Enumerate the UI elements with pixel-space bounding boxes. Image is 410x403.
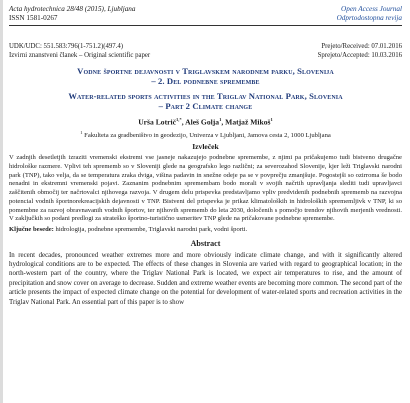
open-access-label: Open Access Journal xyxy=(341,5,402,13)
journal-citation: Acta hydrotechnica 28/48 (2015), Ljubljana xyxy=(9,5,136,13)
running-header xyxy=(9,5,402,22)
title-english: Water-related sports activities in the Triglav National Park, Slovenia – Part 2 Climate change xyxy=(68,90,343,111)
author-name: Aleš Golja xyxy=(185,117,220,127)
issn: ISSN 1581-0267 xyxy=(9,13,58,22)
article-type: Izvirni znanstveni članek – Original scientific paper xyxy=(9,52,151,60)
povzetek-heading: Izvleček xyxy=(192,142,219,152)
author-name: Urša Lotrič xyxy=(138,117,176,127)
povzetek-text: V zadnjih desetletjih izraziti vremenski ekstremi vse jasneje nakazujejo podnebne spremembe, z njimi pa pričakujemo tudi bistveno drugačne hidrološke razmere. Vplivi teh sprememb so v Sloveniji glede na geografsko lego različni; za severozahod Slovenije, kjer leži Triglavski narodni park (TNP), tako velja, da se temperatura zraka dviga, višina padavin in snežne odeje pa se v povprečju zmanjšuje. Pogostejši so ozirroma še bodo nenadni in ekstremni vremenski pojavi. Zaznanim podnebnim spremembam bodo morali v svojih načrtih upravljanja slediti tudi upravljavci zaščitenih območij ter načrtovalci njihovega razvoja. V drugem delu prispevka predstavljamo vpliv predvidenih podnebnih sprememb na razvojna potencial vodnih športnorekreacijskih dejavnosti v TNP. Bistveni del prispevka je prikaz klimatoloških in hidroloških sprememljivk v TNP, ki so pomembne za razvoj obravnavanih vodnih športov, ter njihovih sprememb do leta 2030, določenih s pomočjo trendov njihovih merjenih vrednosti. V zaključkih so podani predlogi za strateško športno-turistično usmeritev TNP glede na pričakovane podnebne spremembe. xyxy=(9,154,402,223)
open-access-label-sl: Odprtodostopna revija xyxy=(336,13,402,22)
page-edge xyxy=(0,0,3,403)
article-meta xyxy=(9,42,402,60)
title-slovene: Vodne športne dejavnosti v Triglavskem narodnem parku, Slovenija – 2. Del podnebne spremembe xyxy=(77,65,334,86)
keywords: Ključne besede: hidrologija, podnebne spremembe, Triglavski narodni park, vodni športi. xyxy=(9,225,248,233)
affiliation: $^1$ Fakulteta za gradbeništvo in geodezijo, Univerza v Ljubljani, Jamova cesta 2, 1000 Ljubljana xyxy=(80,130,331,140)
abstract-heading: Abstract xyxy=(190,238,221,248)
header-rule xyxy=(9,25,402,26)
keywords-label: Ključne besede: xyxy=(9,225,54,233)
received-date: Prejeto/Received: 07.01.2016 xyxy=(321,43,402,51)
abstract-text: In recent decades, pronounced weather extremes more and more obviously indicate climate change, and with it significantly altered hydrological conditions are to be expected. The effects of these changes in Slovenia are varied with regard to geographical location; in the north-western part of the country, where the Triglav National Park is located, we expect air temperatures to rise, and the amount of precipitation and snow cover on average to decrease. Sudden and extreme weather events are becoming more common. The second part of the article presents the impact of expected climate change on the potential for development of water-related sports and recreation activities in the Triglav National Park. An essential part of this paper is to show xyxy=(9,251,402,306)
author-list: Urša Lotrič$^{1,*}$, Aleš Golja$^1$, Matjaž Mikoš$^1$ xyxy=(138,116,273,127)
author-name: Matjaž Mikoš xyxy=(225,117,271,127)
accepted-date: Sprejeto/Accepted: 10.03.2016 xyxy=(317,52,402,60)
udk-code: UDK/UDC: 551.583:796(1-751.2)(497.4) xyxy=(9,43,124,51)
paper-page xyxy=(9,5,402,307)
